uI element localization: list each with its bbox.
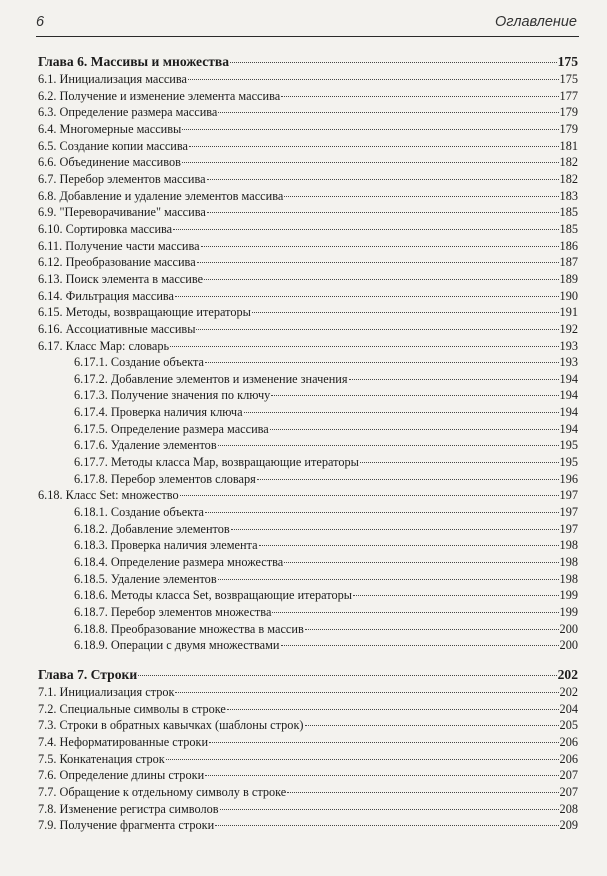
toc-entry xyxy=(38,487,578,504)
chapter-heading xyxy=(38,665,578,684)
toc-entry xyxy=(38,717,578,734)
entry-page-number: 200 xyxy=(559,638,578,653)
entry-title: 6.17.4. Проверка наличия ключа xyxy=(74,405,243,420)
toc-entry xyxy=(38,784,578,801)
toc-entry xyxy=(38,71,578,88)
entry-title: 6.18.4. Определение размера множества xyxy=(74,555,284,570)
dot-leader xyxy=(230,62,557,63)
chapter-block xyxy=(38,665,578,834)
entry-page-number: 195 xyxy=(559,455,578,470)
entry-title: 7.6. Определение длины строки xyxy=(38,768,205,783)
entry-title: 6.18.2. Добавление элементов xyxy=(74,521,230,536)
toc-entry xyxy=(38,171,578,188)
entry-page-number: 199 xyxy=(559,605,578,619)
dot-leader xyxy=(281,96,558,97)
dot-leader xyxy=(244,412,559,413)
toc-entry xyxy=(38,621,578,638)
dot-leader xyxy=(189,146,559,147)
toc-entry xyxy=(38,734,578,751)
toc-entry xyxy=(38,204,578,221)
dot-leader xyxy=(205,362,559,363)
entry-page-number: 199 xyxy=(559,588,578,603)
dot-leader xyxy=(231,529,559,530)
entry-page-number: 197 xyxy=(559,488,578,503)
chapter-heading xyxy=(38,52,578,71)
entry-title: 7.9. Получение фрагмента строки xyxy=(38,818,215,833)
entry-title: 7.2. Специальные символы в строке xyxy=(38,701,226,716)
entry-page-number: 181 xyxy=(559,138,578,153)
toc-entry xyxy=(38,221,578,238)
dot-leader xyxy=(204,279,559,280)
entry-page-number: 189 xyxy=(559,271,578,286)
entry-title: 6.11. Получение части массива xyxy=(38,238,200,253)
running-header xyxy=(36,12,579,37)
chapter-block xyxy=(38,52,578,654)
dot-leader xyxy=(188,79,559,80)
toc-entry xyxy=(38,504,578,521)
dot-leader xyxy=(284,196,558,197)
toc-entry xyxy=(38,767,578,784)
entry-page-number: 186 xyxy=(559,238,578,253)
dot-leader xyxy=(305,725,559,726)
entry-page-number: 185 xyxy=(559,221,578,236)
section-title: Оглавление xyxy=(495,14,577,30)
entry-title: 6.18.8. Преобразование множества в массив xyxy=(74,621,304,636)
dot-leader xyxy=(201,246,559,247)
entry-title: 6.3. Определение размера массива xyxy=(38,105,218,120)
entry-page-number: 200 xyxy=(559,621,578,636)
entry-page-number: 185 xyxy=(559,205,578,220)
dot-leader xyxy=(180,495,559,496)
dot-leader xyxy=(182,129,558,130)
entry-page-number: 194 xyxy=(559,388,578,403)
entry-title: 6.13. Поиск элемента в массиве xyxy=(38,271,204,286)
entry-title: 6.18.9. Операции с двумя множествами xyxy=(74,638,280,653)
entry-page-number: 194 xyxy=(559,371,578,386)
entry-title: 6.2. Получение и изменение элемента массива xyxy=(38,88,281,103)
entry-title: 6.18. Класс Set: множество xyxy=(38,488,179,503)
dot-leader xyxy=(353,595,558,596)
toc-entry xyxy=(38,751,578,768)
entry-page-number: 195 xyxy=(559,438,578,453)
dot-leader xyxy=(196,329,558,330)
entry-title: 6.7. Перебор элементов массива xyxy=(38,171,206,186)
chapter-page-number: 175 xyxy=(557,54,578,69)
entry-page-number: 187 xyxy=(559,255,578,270)
dot-leader xyxy=(360,462,559,463)
entry-page-number: 204 xyxy=(559,701,578,716)
chapter-title: Глава 7. Строки xyxy=(38,666,138,682)
entry-page-number: 197 xyxy=(559,521,578,536)
toc-entry xyxy=(38,454,578,471)
toc-entry xyxy=(38,587,578,604)
dot-leader xyxy=(166,759,559,760)
entry-page-number: 196 xyxy=(559,471,578,486)
toc-entry xyxy=(38,188,578,205)
dot-leader xyxy=(218,445,559,446)
entry-page-number: 205 xyxy=(559,718,578,733)
entry-title: 6.17. Класс Map: словарь xyxy=(38,338,170,353)
entry-title: 6.18.7. Перебор элементов множества xyxy=(74,605,272,619)
dot-leader xyxy=(259,545,559,546)
dot-leader xyxy=(175,296,559,297)
entry-page-number: 208 xyxy=(559,801,578,816)
toc-entry xyxy=(38,104,578,121)
entry-title: 6.10. Сортировка массива xyxy=(38,221,173,236)
dot-leader xyxy=(205,512,559,513)
entry-page-number: 193 xyxy=(559,338,578,353)
toc-entry xyxy=(38,254,578,271)
entry-page-number: 198 xyxy=(559,555,578,570)
entry-title: 6.4. Многомерные массивы xyxy=(38,121,182,136)
dot-leader xyxy=(281,645,559,646)
chapter-page-number: 202 xyxy=(557,666,578,682)
entry-page-number: 182 xyxy=(559,155,578,170)
entry-title: 6.14. Фильтрация массива xyxy=(38,288,175,303)
entry-page-number: 182 xyxy=(559,171,578,186)
toc-entry xyxy=(38,321,578,338)
chapter-title: Глава 6. Массивы и множества xyxy=(38,54,230,69)
entry-title: 6.16. Ассоциативные массивы xyxy=(38,321,196,336)
entry-title: 6.15. Методы, возвращающие итераторы xyxy=(38,305,251,320)
toc-entry xyxy=(38,121,578,138)
toc-entry xyxy=(38,801,578,818)
dot-leader xyxy=(270,429,559,430)
entry-page-number: 209 xyxy=(559,818,578,833)
entry-title: 6.18.3. Проверка наличия элемента xyxy=(74,538,258,553)
entry-page-number: 194 xyxy=(559,421,578,436)
dot-leader xyxy=(227,709,559,710)
dot-leader xyxy=(218,112,558,113)
entry-page-number: 198 xyxy=(559,538,578,553)
entry-title: 7.4. Неформатированные строки xyxy=(38,734,209,749)
toc-entry xyxy=(38,154,578,171)
dot-leader xyxy=(272,612,558,613)
entry-title: 6.8. Добавление и удаление элементов массива xyxy=(38,188,284,203)
entry-title: 6.17.7. Методы класса Map, возвращающие итераторы xyxy=(74,455,359,470)
dot-leader xyxy=(215,825,558,826)
toc-entry xyxy=(38,537,578,554)
entry-page-number: 194 xyxy=(559,405,578,420)
entry-title: 6.18.1. Создание объекта xyxy=(74,505,204,520)
dot-leader xyxy=(170,346,558,347)
entry-page-number: 202 xyxy=(559,684,578,699)
toc-entry xyxy=(38,571,578,588)
dot-leader xyxy=(284,562,558,563)
entry-title: 6.17.6. Удаление элементов xyxy=(74,438,217,453)
dot-leader xyxy=(252,312,559,313)
entry-title: 6.17.3. Получение значения по ключу xyxy=(74,388,271,403)
entry-title: 7.5. Конкатенация строк xyxy=(38,751,165,766)
dot-leader xyxy=(287,792,558,793)
entry-page-number: 206 xyxy=(559,734,578,749)
entry-page-number: 190 xyxy=(559,288,578,303)
dot-leader xyxy=(257,479,559,480)
dot-leader xyxy=(197,262,559,263)
entry-title: 7.3. Строки в обратных кавычках (шаблоны строк) xyxy=(38,718,304,733)
toc-entry xyxy=(38,684,578,701)
entry-title: 6.6. Объединение массивов xyxy=(38,155,181,170)
entry-title: 7.8. Изменение регистра символов xyxy=(38,801,219,816)
toc-entry xyxy=(38,437,578,454)
toc-entry xyxy=(38,371,578,388)
entry-page-number: 193 xyxy=(559,355,578,370)
toc-entry xyxy=(38,288,578,305)
toc-entry xyxy=(38,701,578,718)
entry-title: 6.17.5. Определение размера массива xyxy=(74,421,269,436)
entry-page-number: 175 xyxy=(559,72,578,86)
entry-title: 6.9. "Переворачивание" массива xyxy=(38,205,206,220)
entry-title: 7.7. Обращение к отдельному символу в строке xyxy=(38,784,287,799)
entry-title: 6.17.8. Перебор элементов словаря xyxy=(74,471,256,486)
entry-page-number: 207 xyxy=(559,784,578,799)
toc-entry xyxy=(38,637,578,654)
entry-page-number: 179 xyxy=(559,105,578,120)
toc-entry xyxy=(38,554,578,571)
entry-title: 6.18.6. Методы класса Set, возвращающие итераторы xyxy=(74,588,353,603)
dot-leader xyxy=(175,692,558,693)
entry-page-number: 197 xyxy=(559,505,578,520)
entry-title: 6.12. Преобразование массива xyxy=(38,255,196,270)
entry-title: 7.1. Инициализация строк xyxy=(38,684,175,699)
dot-leader xyxy=(138,675,556,676)
entry-page-number: 183 xyxy=(559,188,578,203)
entry-title: 6.5. Создание копии массива xyxy=(38,138,188,153)
toc-entry xyxy=(38,387,578,404)
toc-entry xyxy=(38,88,578,105)
entry-page-number: 179 xyxy=(559,121,578,136)
dot-leader xyxy=(220,809,559,810)
toc-entry xyxy=(38,304,578,321)
dot-leader xyxy=(305,629,559,630)
toc-entry xyxy=(38,354,578,371)
entry-page-number: 191 xyxy=(559,305,578,320)
dot-leader xyxy=(207,212,559,213)
entry-title: 6.17.1. Создание объекта xyxy=(74,355,204,370)
dot-leader xyxy=(205,775,558,776)
entry-page-number: 177 xyxy=(559,88,578,103)
entry-page-number: 198 xyxy=(559,571,578,586)
dot-leader xyxy=(182,162,559,163)
toc-entry xyxy=(38,338,578,355)
toc-entry xyxy=(38,817,578,834)
toc-entry xyxy=(38,521,578,538)
toc-entry xyxy=(38,404,578,421)
dot-leader xyxy=(207,179,559,180)
toc-entry xyxy=(38,471,578,488)
entry-title: 6.18.5. Удаление элементов xyxy=(74,571,217,586)
toc-entry xyxy=(38,138,578,155)
entry-page-number: 206 xyxy=(559,751,578,766)
entry-page-number: 192 xyxy=(559,321,578,336)
toc-entry xyxy=(38,238,578,255)
dot-leader xyxy=(209,742,558,743)
dot-leader xyxy=(218,579,559,580)
dot-leader xyxy=(173,229,558,230)
dot-leader xyxy=(349,379,559,380)
entry-page-number: 207 xyxy=(559,768,578,783)
table-of-contents xyxy=(38,52,578,845)
toc-entry xyxy=(38,421,578,438)
page-number: 6 xyxy=(36,14,45,30)
dot-leader xyxy=(271,395,558,396)
toc-entry xyxy=(38,271,578,288)
entry-title: 6.17.2. Добавление элементов и изменение значения xyxy=(74,371,348,386)
entry-title: 6.1. Инициализация массива xyxy=(38,72,187,86)
toc-entry xyxy=(38,604,578,621)
